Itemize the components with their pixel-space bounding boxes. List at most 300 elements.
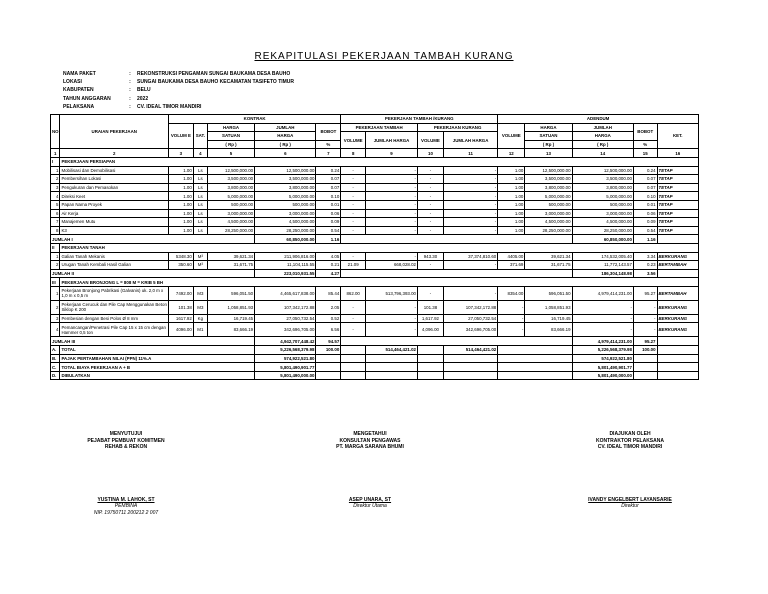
group-tambah: PEKERJAAN TAMBAH [341,123,418,132]
table-cell: 101.38 [417,300,443,314]
column-number: 6 [255,149,316,158]
table-cell [341,363,366,372]
recap-table [50,114,699,380]
sig-kons-l3: PT. MARGA SARANA BHUMI [336,444,404,450]
table-cell: 2 [51,175,60,184]
info-colon: : [129,95,131,102]
table-cell: 500,000.00 [525,200,572,209]
total-tambah [366,363,418,372]
table-cell: 1.00 [169,226,194,235]
table-cell: 31,671.75 [207,261,254,270]
table-cell: 39,621.34 [207,252,254,261]
table-cell: 4405.00 [498,252,525,261]
table-cell: BERTAMBAH [657,286,698,300]
table-cell: Pekerjaan Bronjong Pabrikasi (Galvanis) uk. 2,0 m x 1,0 m x 0,5 m [60,286,169,300]
table-cell: 513,796,393.00 [366,286,418,300]
table-cell: Air Kerja [60,209,169,218]
table-cell: - [572,323,633,337]
table-cell [657,269,698,278]
total-tambah [366,354,418,363]
table-cell: TETAP [657,175,698,184]
total-adendum: 5,801,490,901.77 [572,363,633,372]
table-cell: Pembersihan Lokasi [60,175,169,184]
total-tambah: 514,464,421.02 [366,346,418,355]
table-cell: - [341,175,366,184]
table-cell: 8354.00 [498,286,525,300]
total-kurang [443,371,497,380]
table-cell: 1.00 [169,209,194,218]
col-no: NO [51,115,60,149]
col-harga: HARGA [207,123,254,132]
table-cell: BERKURANG [657,252,698,261]
table-cell: M³ [193,252,207,261]
table-cell: 11,772,143.57 [572,261,633,270]
col-rp: ( Rp ) [207,140,254,149]
table-cell: 4096.00 [169,323,194,337]
table-cell: - [443,286,497,300]
table-cell: TETAP [657,200,698,209]
table-cell [498,346,572,355]
table-cell: - [366,252,418,261]
sig-ppk-name: YUSTINA M. LAHOK, ST [97,496,155,503]
table-cell: - [443,200,497,209]
table-row [51,175,699,184]
table-cell: 3,500,000.00 [255,175,316,184]
table-cell: 1.00 [498,200,525,209]
total-kontrak: 574,922,521.80 [255,354,316,363]
table-cell: 27,050,732.54 [443,314,497,323]
sig-kons-role: Direktur Utama [353,503,387,509]
sig-kons-l2: KONSULTAN PENGAWAS [339,437,401,444]
table-cell: 6 [51,209,60,218]
section-title: PEKERJAAN BRONJONG L = 808 M = KRIB 5 BH [60,278,699,287]
table-cell: Direksi Keet [60,192,169,201]
table-cell: Kg [193,314,207,323]
info-row [63,79,294,85]
column-number: 3 [169,149,194,158]
total-label: DIBULATKAN [60,371,255,380]
col-volume-adendum: VOLUME [498,123,525,149]
table-cell: Pengukuran dan Pemasokan [60,183,169,192]
total-row [51,363,699,372]
table-cell: 2 [51,300,60,314]
table-cell: TETAP [657,218,698,227]
sig-ppk-l1: MENYUTUJUI [109,431,143,437]
table-cell: - [366,192,418,201]
table-cell: 1,058,851.93 [525,300,572,314]
table-cell: Pemancangan/Penetrasi Pile Cap 15 x 15 cm dengan Hammer 0,5 ton [60,323,169,337]
table-cell: - [366,200,418,209]
subtotal-row [51,337,699,346]
col-bobot: BOBOT [316,123,341,140]
table-cell: M³ [193,261,207,270]
table-cell: - [366,314,418,323]
table-cell: 21.09 [341,261,366,270]
table-cell: 85.44 [316,286,341,300]
section-header-row [51,243,699,252]
table-row [51,183,699,192]
table-cell: - [443,218,497,227]
column-number: 8 [341,149,366,158]
table-cell: 3,500,000.00 [525,175,572,184]
column-number: 10 [417,149,443,158]
table-cell: 12,500,000.00 [525,166,572,175]
table-cell: 3,000,000.00 [207,209,254,218]
table-cell: 4 [51,192,60,201]
table-cell: - [417,192,443,201]
table-cell: 500,000.00 [255,200,316,209]
table-cell: 350.60 [169,261,194,270]
table-cell: 1.00 [498,209,525,218]
total-number: C. [51,363,60,372]
table-cell: 5,000,000.00 [525,192,572,201]
table-row [51,166,699,175]
table-row [51,226,699,235]
section-number: III [51,278,60,287]
total-bobot-adendum [633,354,657,363]
table-cell: 3,500,000.00 [207,175,254,184]
section-header-row [51,157,699,166]
table-cell: 3,800,000.00 [255,183,316,192]
subtotal-bobot-adendum: 95.27 [633,337,657,346]
col-rp2: ( Rp ) [255,140,316,149]
table-cell: 5348.30 [169,252,194,261]
table-row [51,192,699,201]
column-number-row [51,149,699,158]
table-cell: Ls [193,183,207,192]
column-number: 1 [51,149,60,158]
col-kurang-volume: VOLUME [417,132,443,149]
table-cell: 0.09 [633,218,657,227]
table-cell: 16,719.45 [525,314,572,323]
subtotal-bobot: 1.16 [316,235,341,244]
table-cell: BERTAMBAH [657,261,698,270]
section-title: PEKERJAAN TANAH [60,243,699,252]
table-cell: Ls [193,209,207,218]
table-cell: - [341,226,366,235]
table-cell: 0.06 [633,209,657,218]
table-cell: M1 [193,323,207,337]
col-kurang-jumlah: JUMLAH HARGA [443,132,497,149]
sig-kons-l1: MENGETAHUI [353,431,387,437]
table-cell: - [417,166,443,175]
table-cell: 0.10 [316,192,341,201]
table-cell: 5,000,000.00 [572,192,633,201]
table-cell: BERKURANG [657,300,698,314]
column-number: 9 [366,149,418,158]
col-rp3: ( Rp ) [525,140,572,149]
table-cell: TETAP [657,166,698,175]
info-row [63,96,294,102]
table-cell: 1 [51,166,60,175]
col-jumlah-adendum: JUMLAH [572,123,633,132]
table-cell: - [498,300,525,314]
table-cell: 5 [51,200,60,209]
table-cell [657,354,698,363]
info-row [63,87,294,93]
column-number: 7 [316,149,341,158]
table-cell: 371.69 [498,261,525,270]
table-cell: TETAP [657,192,698,201]
table-cell: 4,979,414,231.00 [572,286,633,300]
table-cell: 0.23 [633,261,657,270]
table-cell: 3,000,000.00 [572,209,633,218]
table-cell: 0.07 [633,183,657,192]
subtotal-label: JUMLAH I [51,235,255,244]
table-cell: BERKURANG [657,314,698,323]
info-row [63,104,294,110]
col-rp4: ( Rp ) [572,140,633,149]
table-cell: 1.00 [169,192,194,201]
table-cell: 4.05 [316,252,341,261]
col-sat: SAT. [193,123,207,149]
info-value: BELU [137,87,151,94]
table-cell: 2 [51,261,60,270]
table-cell: 28,250,000.00 [572,226,633,235]
table-cell: 11,104,115.55 [255,261,316,270]
table-cell: 1.00 [498,175,525,184]
total-adendum: 5,801,490,000.00 [572,371,633,380]
table-cell: Manajemen Mutu [60,218,169,227]
table-cell [341,269,572,278]
group-adendum: ADENDUM [498,115,699,124]
total-bobot [316,363,341,372]
table-cell: M3 [193,300,207,314]
table-cell: 0.06 [316,209,341,218]
info-value: SUNGAI BAUKAMA DESA BAUHO KECAMATAN TASIFETO TIMUR [137,79,295,86]
table-cell: 1.00 [498,192,525,201]
table-cell: 27,050,732.54 [255,314,316,323]
table-cell: 0.54 [316,226,341,235]
page-title: REKAPITULASI PEKERJAAN TAMBAH KURANG [254,51,514,62]
info-key: LOKASI [63,79,82,86]
table-row [51,209,699,218]
table-cell: 0.52 [316,314,341,323]
col-harga2: HARGA [255,132,316,141]
table-cell: 4,500,000.00 [572,218,633,227]
total-kurang: 514,464,421.02 [443,346,497,355]
subtotal-adendum: 60,850,000.00 [572,235,633,244]
table-cell [341,235,572,244]
table-cell: 596,051.50 [525,286,572,300]
group-kurang: PEKERJAAN KURANG [417,123,497,132]
sig-ppk-l3: REHAB & REKON [104,444,148,450]
table-cell: 3,800,000.00 [207,183,254,192]
table-cell: 1.00 [498,166,525,175]
table-cell: - [366,226,418,235]
table-cell [498,371,572,380]
table-cell: 1.00 [498,226,525,235]
table-cell: Ls [193,166,207,175]
table-cell: Ls [193,226,207,235]
table-cell: 4 [51,323,60,337]
total-number: D. [51,371,60,380]
table-cell: 7 [51,218,60,227]
table-cell: 37,374,810.60 [443,252,497,261]
table-cell: 107,342,172.88 [443,300,497,314]
info-key: PELAKSANA [63,103,95,110]
table-row [51,323,699,337]
section-number: I [51,157,60,166]
col-bobot-adendum: BOBOT [633,123,657,140]
table-cell: 500,000.00 [207,200,254,209]
table-cell: 0.54 [633,226,657,235]
table-cell: - [443,166,497,175]
table-cell: 1.00 [169,218,194,227]
table-row [51,218,699,227]
total-row [51,354,699,363]
table-cell: 0.24 [316,166,341,175]
signature-kontraktor [555,431,705,510]
table-cell: 3,800,000.00 [572,183,633,192]
table-cell: Galian Tanah Mekanis [60,252,169,261]
total-kurang [443,354,497,363]
table-cell: 16,719.45 [207,314,254,323]
table-cell: 500,000.00 [572,200,633,209]
table-cell: 0.24 [633,166,657,175]
table-cell: - [443,192,497,201]
column-number: 15 [633,149,657,158]
table-cell: 342,696,705.00 [255,323,316,337]
table-cell: 12,500,000.00 [207,166,254,175]
table-cell: - [341,323,366,337]
table-cell: 0.10 [633,192,657,201]
table-cell: 2.05 [316,300,341,314]
table-row [51,314,699,323]
column-number: 13 [525,149,572,158]
table-cell: - [341,200,366,209]
table-cell: TETAP [657,183,698,192]
table-cell [657,346,698,355]
subtotal-bobot-adendum: 1.16 [633,235,657,244]
section-title: PEKERJAAN PERSIAPAN [60,157,699,166]
table-cell: 107,342,172.88 [255,300,316,314]
info-value: 2022 [137,95,149,102]
total-tambah [366,371,418,380]
sig-ppk-role: PEMBINA [114,503,138,509]
table-cell: 101.38 [169,300,194,314]
table-cell [341,354,366,363]
column-number: 16 [657,149,698,158]
table-cell: - [341,209,366,218]
info-value: CV. IDEAL TIMOR MANDIRI [137,103,202,110]
table-cell: 7492.00 [169,286,194,300]
column-number: 5 [207,149,254,158]
col-harga-adendum: HARGA [525,123,572,132]
group-kontrak: KONTRAK [169,115,341,124]
table-cell: 0.21 [316,261,341,270]
table-cell: - [572,300,633,314]
table-cell: 3,500,000.00 [572,175,633,184]
table-row [51,261,699,270]
table-cell: 8 [51,226,60,235]
table-cell: 0.01 [633,200,657,209]
total-kontrak: 5,801,490,901.77 [255,363,316,372]
subtotal-bobot: 94.57 [316,337,341,346]
table-cell [341,346,366,355]
subtotal-bobot-adendum: 3.56 [633,269,657,278]
column-number: 4 [193,149,207,158]
info-key: KABUPATEN [63,87,94,94]
total-bobot [316,354,341,363]
table-cell: - [341,314,366,323]
total-number: A. [51,346,60,355]
total-bobot-adendum [633,371,657,380]
table-cell [417,363,443,372]
info-colon: : [129,87,131,94]
col-satuan-adendum: SATUAN [525,132,572,141]
table-cell: 39,621.34 [525,252,572,261]
subtotal-row [51,269,699,278]
subtotal-adendum: 4,979,414,231.00 [572,337,633,346]
table-cell: 211,906,816.00 [255,252,316,261]
table-cell [341,337,572,346]
table-row [51,252,699,261]
table-cell: Pekerjaan Cerucuk dan Pile Cap Menggunakan Beton Siklop K 200 [61,302,167,313]
table-cell: 95.27 [633,286,657,300]
column-number: 12 [498,149,525,158]
table-cell: - [417,218,443,227]
table-cell [417,346,443,355]
table-cell [417,354,443,363]
col-jumlah: JUMLAH [255,123,316,132]
table-cell: Ls [193,200,207,209]
section-header-row [51,278,699,287]
info-colon: : [129,103,131,110]
column-number: 11 [443,149,497,158]
sig-kons-name: ASEP UNARA, ST [348,496,392,503]
group-tambah-kurang: PEKERJAAN TAMBAH /KURANG [341,115,498,124]
table-cell: 596,051.50 [207,286,254,300]
table-cell: 1.00 [498,183,525,192]
table-cell: - [341,218,366,227]
table-cell: - [417,209,443,218]
table-cell: 4,500,000.00 [255,218,316,227]
table-cell: 3,000,000.00 [255,209,316,218]
table-row [51,300,699,314]
table-cell: - [341,192,366,201]
table-cell: 28,250,000.00 [525,226,572,235]
col-tambah-volume: VOLUME [341,132,366,149]
sig-ppk-l2: PEJABAT PEMBUAT KOMITMEN [87,437,165,444]
table-cell: 3,000,000.00 [525,209,572,218]
table-cell: - [443,261,497,270]
sig-kont-name: IVANDY ENGELBERT LAYANSARIE [588,496,672,503]
table-cell: 3,800,000.00 [525,183,572,192]
table-cell: - [366,183,418,192]
table-cell: 28,250,000.00 [207,226,254,235]
table-cell: - [498,323,525,337]
table-cell: - [341,300,366,314]
table-cell: - [341,183,366,192]
sig-kont-l2: KONTRAKTOR PELAKSANA [596,437,664,444]
table-cell: - [366,218,418,227]
total-bobot [316,371,341,380]
table-cell: Pembesian dengan Besi Polos Ø 8 mm [60,314,169,323]
table-cell [657,371,698,380]
table-cell: Ls [193,192,207,201]
info-colon: : [129,71,131,77]
table-cell: K3 [60,226,169,235]
section-number: II [51,243,60,252]
subtotal-adendum: 186,304,148.98 [572,269,633,278]
table-cell [498,354,572,363]
table-cell: 1,617.92 [417,314,443,323]
table-cell: 862.00 [341,286,366,300]
table-cell: - [443,175,497,184]
sig-kont-role: Direktur [621,503,639,509]
table-cell [657,337,698,346]
